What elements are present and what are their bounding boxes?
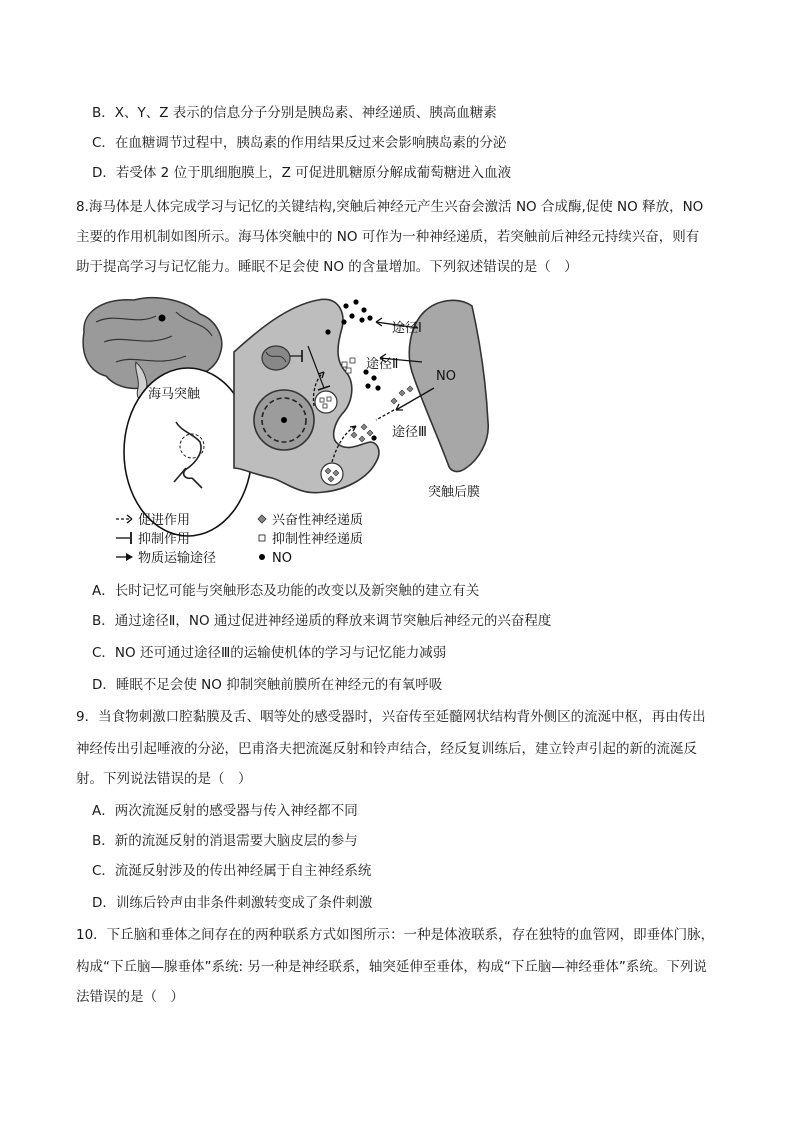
q10-stem-line-2: 构成“下丘脑—腺垂体”系统: 另一种是神经联系，轴突延伸至垂体，构成“下丘脑—神经垂体”系统。下列说	[76, 959, 707, 975]
legend-promote-text: 促进作用	[138, 513, 191, 528]
legend-no	[259, 551, 292, 566]
vesicle-excitatory	[321, 463, 343, 485]
q8-option-a: A．长时记忆可能与突触形态及功能的改变以及新突触的建立有关	[92, 583, 480, 599]
q8-option-c: C．NO 还可通过途径Ⅲ的运输使机体的学习与记忆能力减弱	[92, 645, 447, 661]
q9-stem-line-1: 9．当食物刺激口腔黏膜及舌、咽等处的感受器时，兴奋传至延髓网状结构背外侧区的流涎中枢，再由传出	[76, 709, 706, 725]
q7-option-c: C．在血糖调节过程中，胰岛素的作用结果反过来会影响胰岛素的分泌	[92, 135, 507, 151]
legend-excitatory	[258, 512, 363, 528]
q9-option-d: D．训练后铃声由非条件刺激转变成了条件刺激	[92, 895, 373, 911]
q7-option-b: B．X、Y、Z 表示的信息分子分别是胰岛素、神经递质、胰高血糖素	[92, 105, 497, 121]
q10-stem-line-1: 10．下丘脑和垂体之间存在的两种联系方式如图所示：一种是体液联系，存在独特的血管网，即垂体门脉，	[76, 927, 715, 943]
q8-option-b: B．通过途径Ⅱ，NO 通过促进神经递质的释放来调节突触后神经元的兴奋程度	[92, 613, 552, 629]
q9-option-a: A．两次流涎反射的感受器与传入神经都不同	[92, 803, 358, 819]
synapse-diagram	[76, 292, 516, 576]
legend-transport-text: 物质运输途径	[138, 551, 217, 566]
q8-option-d: D．睡眠不足会使 NO 抑制突触前膜所在神经元的有氧呼吸	[92, 677, 443, 693]
presynaptic-terminal	[234, 299, 379, 492]
q9-stem-line-2: 神经传出引起唾液的分泌，巴甫洛夫把流涎反射和铃声结合，经反复训练后，建立铃声引起的新的流涎反	[76, 741, 697, 757]
q9-stem-line-3: 射。下列说法错误的是（ ）	[76, 771, 252, 787]
legend-inhibitory	[259, 531, 363, 547]
q8-stem-line-1: 8.海马体是人体完成学习与记忆的关键结构,突触后神经元产生兴奋会激活 NO 合成酶,促使 NO 释放，NO	[76, 199, 704, 215]
legend-no-text: NO	[272, 551, 292, 566]
figure-legend	[116, 512, 363, 566]
pathway-2-label: 途径Ⅱ	[366, 357, 399, 372]
legend-inhibitory-text: 抑制性神经递质	[272, 532, 364, 547]
q8-stem-line-3: 助于提高学习与记忆能力。睡眠不足会使 NO 的含量增加。下列叙述错误的是（ ）	[76, 259, 578, 275]
vesicle-inhibitory	[315, 391, 337, 413]
q10-stem-line-3: 法错误的是（ ）	[76, 989, 184, 1005]
no-label: NO	[436, 369, 456, 384]
q9-option-c: C．流涎反射涉及的传出神经属于自主神经系统	[92, 863, 372, 879]
pathway-3-label: 途径Ⅲ	[392, 425, 427, 440]
legend-inhibit	[116, 531, 190, 547]
legend-transport	[116, 550, 216, 566]
legend-excitatory-text: 兴奋性神经递质	[272, 513, 364, 528]
inset-label: 海马突触	[148, 387, 201, 402]
legend-promote	[116, 512, 190, 528]
q8-synapse-figure	[76, 292, 516, 576]
q7-option-d: D．若受体 2 位于肌细胞膜上，Z 可促进肌糖原分解成葡萄糖进入血液	[92, 165, 512, 181]
pathway-1-label: 途径Ⅰ	[392, 321, 422, 336]
nucleus	[254, 390, 314, 450]
mitochondrion	[262, 346, 290, 370]
q8-stem-line-2: 主要的作用机制如图所示。海马体突触中的 NO 可作为一种神经递质，若突触前后神经元持续兴奋，则有	[76, 229, 700, 245]
postsynaptic-label: 突触后膜	[428, 485, 481, 500]
q9-option-b: B．新的流涎反射的消退需要大脑皮层的参与	[92, 833, 358, 849]
legend-inhibit-text: 抑制作用	[138, 532, 191, 547]
